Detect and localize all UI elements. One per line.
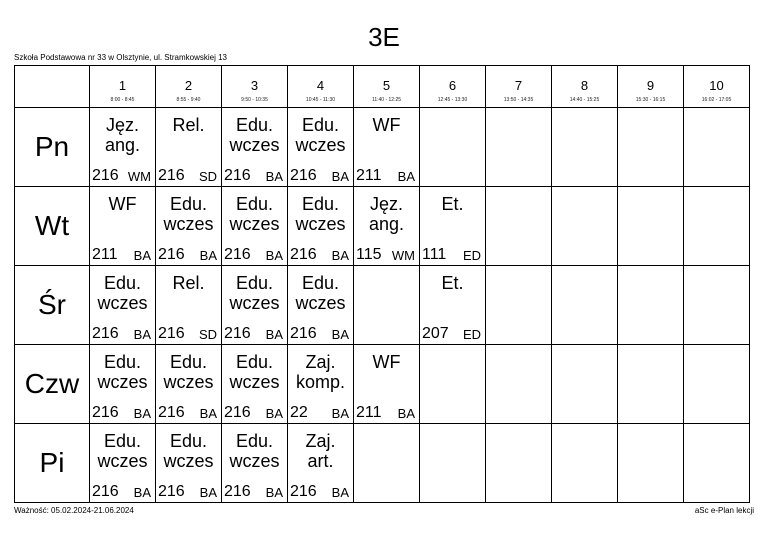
lesson-room: 216 <box>158 246 185 263</box>
lesson-cell <box>354 187 420 266</box>
lesson-room: 216 <box>158 325 185 342</box>
lesson-subject: Edu. wczes <box>295 273 346 313</box>
lesson-teacher: BA <box>331 406 349 421</box>
period-time: 8:55 - 9:40 <box>176 97 201 103</box>
lesson-teacher: BA <box>331 248 349 263</box>
lesson-cell <box>618 187 684 266</box>
day-name: Pi <box>39 447 65 478</box>
period-number: 10 <box>709 78 724 93</box>
period-header <box>618 66 684 108</box>
lesson-box <box>552 108 617 186</box>
lesson-box <box>618 187 683 265</box>
lesson-box <box>354 266 419 344</box>
timetable-title: 3E <box>368 22 400 52</box>
lesson-room: 216 <box>92 404 119 421</box>
lesson-subject: WF <box>372 352 401 372</box>
lesson-cell <box>222 345 288 424</box>
lesson-box <box>156 424 221 502</box>
day-row <box>15 108 750 187</box>
lesson-cell <box>288 108 354 187</box>
lesson-room: 216 <box>224 325 251 342</box>
lesson-teacher: BA <box>331 327 349 342</box>
corner-cell <box>15 66 90 108</box>
lesson-box <box>288 187 353 265</box>
period-number: 8 <box>580 78 589 93</box>
lesson-cell <box>90 345 156 424</box>
lesson-cell <box>684 108 750 187</box>
period-time: 8:00 - 8:45 <box>110 97 135 103</box>
lesson-box <box>354 345 419 423</box>
lesson-cell <box>90 266 156 345</box>
lesson-cell <box>354 266 420 345</box>
period-number: 1 <box>118 78 127 93</box>
lesson-box <box>486 266 551 344</box>
period-time: 16:02 - 17:05 <box>701 97 732 103</box>
lesson-cell <box>486 108 552 187</box>
lesson-teacher: BA <box>199 485 217 500</box>
lesson-subject: Zaj. art. <box>305 431 336 471</box>
validity-text: Ważność: 05.02.2024-21.06.2024 <box>14 506 134 515</box>
lesson-room: 216 <box>290 325 317 342</box>
lesson-box <box>684 424 749 502</box>
lesson-cell <box>552 108 618 187</box>
period-number: 4 <box>316 78 325 93</box>
lesson-subject: Edu. wczes <box>229 194 280 234</box>
lesson-subject: Rel. <box>172 273 205 293</box>
lesson-subject: Edu. wczes <box>97 431 148 471</box>
day-name: Czw <box>24 368 80 399</box>
lesson-room: 216 <box>92 483 119 500</box>
lesson-cell <box>354 345 420 424</box>
day-label-cell <box>15 108 90 187</box>
lesson-box <box>420 424 485 502</box>
day-label-cell <box>15 266 90 345</box>
lesson-box <box>684 345 749 423</box>
lesson-subject: Edu. wczes <box>163 431 214 471</box>
lesson-teacher: BA <box>265 327 283 342</box>
period-header <box>222 66 288 108</box>
lesson-subject: Edu. wczes <box>97 273 148 313</box>
lesson-subject: Edu. wczes <box>163 352 214 392</box>
lesson-box <box>486 424 551 502</box>
lesson-subject: Et. <box>441 194 464 214</box>
lesson-cell <box>288 345 354 424</box>
lesson-cell <box>156 187 222 266</box>
day-name: Pn <box>34 131 70 162</box>
lesson-cell <box>552 424 618 503</box>
lesson-room: 111 <box>422 246 447 263</box>
lesson-room: 216 <box>92 167 119 184</box>
period-time: 12:45 - 13:30 <box>437 97 468 103</box>
brand-text: aSc e-Plan lekcji <box>694 506 754 515</box>
lesson-cell <box>618 266 684 345</box>
lesson-room: 216 <box>224 246 251 263</box>
lesson-box <box>222 266 287 344</box>
period-header <box>420 66 486 108</box>
period-number: 6 <box>448 78 457 93</box>
lesson-teacher: BA <box>133 248 151 263</box>
lesson-room: 207 <box>422 325 449 342</box>
lesson-box <box>156 187 221 265</box>
lesson-teacher: BA <box>133 327 151 342</box>
lesson-teacher: BA <box>397 169 415 184</box>
lesson-teacher: BA <box>199 248 217 263</box>
lesson-cell <box>420 345 486 424</box>
period-number: 7 <box>514 78 523 93</box>
lesson-subject: Edu. wczes <box>97 352 148 392</box>
lesson-box <box>90 108 155 186</box>
lesson-subject: WF <box>372 115 401 135</box>
lesson-room: 211 <box>356 167 382 184</box>
lesson-box <box>420 266 485 344</box>
lesson-cell <box>486 266 552 345</box>
lesson-cell <box>420 187 486 266</box>
lesson-box <box>420 187 485 265</box>
lesson-box <box>552 424 617 502</box>
lesson-box <box>156 266 221 344</box>
period-header <box>552 66 618 108</box>
lesson-box <box>156 345 221 423</box>
day-row <box>15 266 750 345</box>
lesson-subject: Edu. wczes <box>295 194 346 234</box>
lesson-cell <box>552 187 618 266</box>
lesson-teacher: BA <box>331 169 349 184</box>
lesson-box <box>552 266 617 344</box>
lesson-room: 216 <box>224 483 251 500</box>
period-number: 9 <box>646 78 655 93</box>
day-name: Wt <box>34 210 70 241</box>
day-row <box>15 424 750 503</box>
period-number: 2 <box>184 78 193 93</box>
lesson-box <box>618 108 683 186</box>
lesson-teacher: SD <box>198 327 217 342</box>
lesson-box <box>486 108 551 186</box>
lesson-box <box>420 345 485 423</box>
period-header <box>486 66 552 108</box>
lesson-cell <box>684 187 750 266</box>
lesson-cell <box>618 345 684 424</box>
lesson-box <box>684 108 749 186</box>
period-header <box>90 66 156 108</box>
lesson-teacher: BA <box>397 406 415 421</box>
period-header <box>684 66 750 108</box>
lesson-box <box>90 187 155 265</box>
lesson-box <box>354 108 419 186</box>
lesson-box <box>90 345 155 423</box>
lesson-room: 216 <box>158 404 185 421</box>
lesson-room: 216 <box>158 167 185 184</box>
lesson-teacher: WM <box>127 169 151 184</box>
lesson-subject: Et. <box>441 273 464 293</box>
timetable-grid <box>14 65 750 503</box>
day-label-cell <box>15 424 90 503</box>
lesson-room: 216 <box>290 483 317 500</box>
day-label-cell <box>15 187 90 266</box>
lesson-room: 216 <box>92 325 119 342</box>
lesson-cell <box>684 345 750 424</box>
lesson-teacher: BA <box>199 406 217 421</box>
lesson-box <box>288 424 353 502</box>
school-name: Szkoła Podstawowa nr 33 w Olsztynie, ul. Stramkowskiej 13 <box>14 53 227 62</box>
lesson-teacher: BA <box>133 406 151 421</box>
lesson-box <box>684 266 749 344</box>
lesson-cell <box>618 424 684 503</box>
lesson-subject: Edu. wczes <box>163 194 214 234</box>
lesson-cell <box>684 424 750 503</box>
lesson-cell <box>288 266 354 345</box>
lesson-cell <box>288 187 354 266</box>
lesson-box <box>222 108 287 186</box>
lesson-cell <box>156 424 222 503</box>
lesson-cell <box>618 108 684 187</box>
lesson-box <box>486 345 551 423</box>
lesson-cell <box>684 266 750 345</box>
lesson-room: 211 <box>356 404 382 421</box>
lesson-room: 216 <box>224 167 251 184</box>
lesson-teacher: BA <box>265 169 283 184</box>
period-number: 5 <box>382 78 391 93</box>
lesson-teacher: BA <box>265 406 283 421</box>
lesson-box <box>618 345 683 423</box>
period-time: 15:30 - 16:15 <box>635 97 666 103</box>
lesson-box <box>90 424 155 502</box>
lesson-teacher: SD <box>198 169 217 184</box>
lesson-subject: Edu. wczes <box>229 431 280 471</box>
period-header-row <box>15 66 750 108</box>
lesson-cell <box>222 187 288 266</box>
period-header <box>288 66 354 108</box>
day-label-cell <box>15 345 90 424</box>
lesson-room: 211 <box>92 246 118 263</box>
lesson-box <box>354 187 419 265</box>
lesson-subject: Jęz. ang. <box>368 194 405 234</box>
lesson-cell <box>288 424 354 503</box>
lesson-teacher: WM <box>391 248 415 263</box>
lesson-subject: Edu. wczes <box>229 115 280 155</box>
lesson-subject: Edu. wczes <box>229 352 280 392</box>
lesson-box <box>288 108 353 186</box>
lesson-box <box>222 345 287 423</box>
lesson-room: 216 <box>290 167 317 184</box>
period-header <box>354 66 420 108</box>
lesson-box <box>420 108 485 186</box>
lesson-subject: Jęz. ang. <box>104 115 141 155</box>
lesson-cell <box>552 345 618 424</box>
period-number: 3 <box>250 78 259 93</box>
period-time: 14:40 - 15:25 <box>569 97 600 103</box>
lesson-cell <box>222 266 288 345</box>
period-time: 10:45 - 11:30 <box>305 97 336 103</box>
period-header <box>156 66 222 108</box>
lesson-room: 216 <box>158 483 185 500</box>
lesson-box <box>90 266 155 344</box>
lesson-box <box>222 424 287 502</box>
lesson-cell <box>90 424 156 503</box>
lesson-cell <box>354 424 420 503</box>
lesson-box <box>552 187 617 265</box>
lesson-cell <box>156 108 222 187</box>
lesson-subject: WF <box>108 194 137 214</box>
lesson-room: 22 <box>290 404 308 421</box>
day-row <box>15 187 750 266</box>
lesson-cell <box>486 424 552 503</box>
period-time: 11:40 - 12:25 <box>371 97 402 103</box>
lesson-box <box>486 187 551 265</box>
lesson-cell <box>552 266 618 345</box>
lesson-cell <box>420 108 486 187</box>
lesson-box <box>552 345 617 423</box>
lesson-teacher: ED <box>462 327 481 342</box>
lesson-room: 115 <box>356 246 382 263</box>
lesson-box <box>618 424 683 502</box>
lesson-subject: Rel. <box>172 115 205 135</box>
lesson-cell <box>222 108 288 187</box>
lesson-box <box>684 187 749 265</box>
period-time: 13:50 - 14:35 <box>503 97 534 103</box>
lesson-room: 216 <box>224 404 251 421</box>
lesson-subject: Zaj. komp. <box>295 352 346 392</box>
lesson-teacher: BA <box>331 485 349 500</box>
lesson-cell <box>156 345 222 424</box>
lesson-cell <box>486 345 552 424</box>
lesson-room: 216 <box>290 246 317 263</box>
day-name: Śr <box>38 289 66 320</box>
lesson-cell <box>420 266 486 345</box>
day-row <box>15 345 750 424</box>
lesson-cell <box>90 108 156 187</box>
lesson-teacher: BA <box>265 485 283 500</box>
lesson-cell <box>222 424 288 503</box>
lesson-box <box>618 266 683 344</box>
lesson-box <box>354 424 419 502</box>
lesson-cell <box>156 266 222 345</box>
lesson-cell <box>90 187 156 266</box>
lesson-box <box>222 187 287 265</box>
lesson-subject: Edu. wczes <box>229 273 280 313</box>
lesson-teacher: BA <box>133 485 151 500</box>
lesson-cell <box>354 108 420 187</box>
lesson-box <box>288 345 353 423</box>
lesson-cell <box>486 187 552 266</box>
period-time: 9:50 - 10:35 <box>241 97 268 103</box>
lesson-teacher: BA <box>265 248 283 263</box>
lesson-subject: Edu. wczes <box>295 115 346 155</box>
lesson-teacher: ED <box>462 248 481 263</box>
lesson-box <box>156 108 221 186</box>
lesson-cell <box>420 424 486 503</box>
lesson-box <box>288 266 353 344</box>
